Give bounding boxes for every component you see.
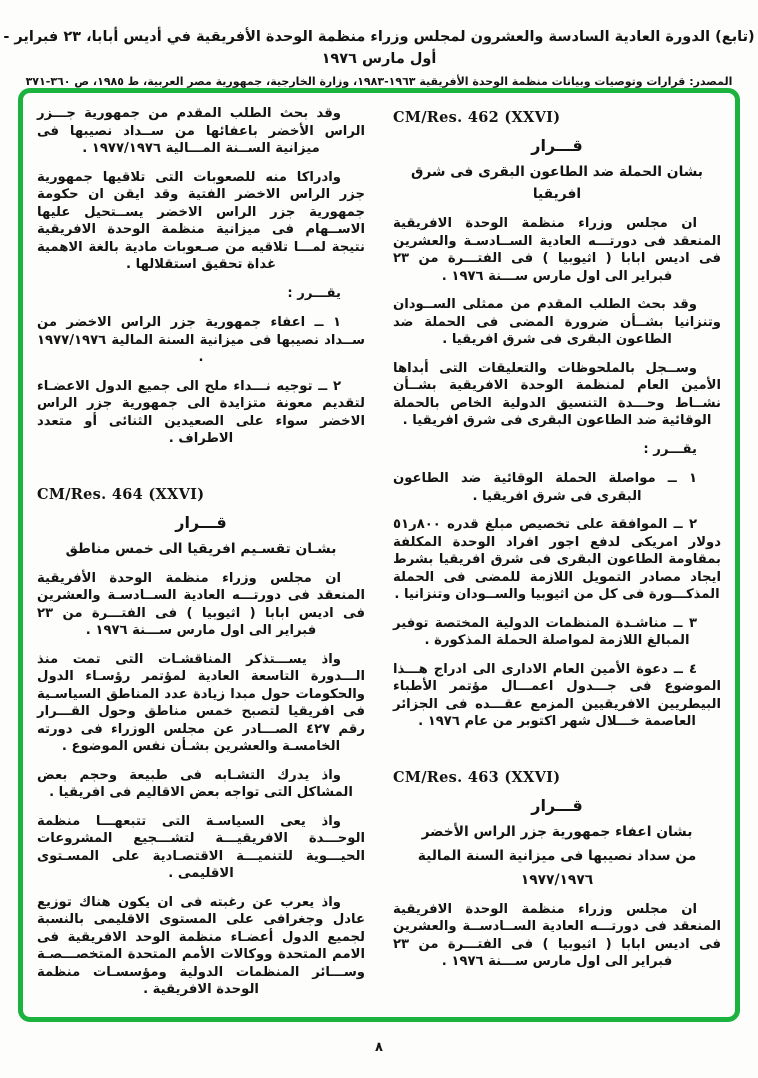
paragraph: واذ يدرك التشـابه فى طبيعة وحجم بعض المشاكل التى تواجه بعض الاقاليم فى افريقيا .	[37, 767, 353, 800]
page-header	[0, 26, 758, 92]
content-frame	[18, 88, 740, 1022]
decides-label: يقـــرر :	[287, 285, 341, 301]
column-left	[37, 105, 365, 1005]
page-number: ٨	[375, 1040, 383, 1055]
paragraph: وادراكا منه للصعوبات التى تلاقيها جمهورية جزر الراس الاخضر الفتية وقد ايقن ان حكومة جمهورية جزر الراس الاخضر يســتحيل عليها الاســهام فى ميزانية منظمة الوحدة الافريقية نتيجة لمـــا تلاقيه من صـعوبات مادية بالغة الاهمية غداة تحقيق استقلالها .	[37, 169, 365, 272]
paragraph: ان مجلس وزراء منظمة الوحدة الافريقية المنعقد فى دورتـــه العادية الســادسـة والعشرين فى اديس ابابا ( اثيوبيا ) فى الفتـــرة من ٢٣ فبراير الى اول مارس ســـنة ١٩٧٦ .	[393, 216, 721, 284]
resolution-title-463: قـــرار	[531, 795, 583, 815]
header-source-line: المصدر: قرارات وتوصيات وبيانات منظمة الوحدة الأفريقية ١٩٦٣-١٩٨٣، وزارة الخارجية، جمهورية مصر العربية، ط ١٩٨٥، ص ٣٦٠-٣٧١	[25, 75, 733, 88]
decision-item-1: ١ ــ مواصلة الحملة الوقائية ضد الطاعون البقرى فى شرق افريقيا .	[393, 471, 697, 504]
paragraph: وقد بحث الطلب المقدم من جمهورية جـــزر الراس الأخضر باعفائها من ســداد نصيبها فى ميزانية الســنة المـــالية ١٩٧٧/١٩٧٦ .	[37, 106, 365, 156]
paragraph: واذ يعى السياسـة التى تتبعهـــا منظمة الوحـــدة الافريقيـــة لتشـــجيع المشروعات الحيـــوية للتنميـــة الاقتصـادية على المسـتوى الاقليمى .	[37, 813, 365, 881]
subject-line: بشان اعفاء جمهورية جزر الراس الأخضر	[421, 823, 693, 840]
two-column-layout	[37, 105, 721, 1005]
decision-item-4: ٤ ــ دعوة الأمين العام الادارى الى ادراج هـــذا الموضوع فى جـــدول اعمـــال مؤتمر الأطباء البيطريين الافريقيين المزمع عقـــده فى الجزائر العاصمة خـــلال شهر اكتوبر من عام ١٩٧٦ .	[393, 661, 721, 729]
resolution-code-464: CM/Res. 464 (XXVI)	[37, 485, 205, 503]
header-session-line: (تابع) الدورة العادية السادسة والعشرون لمجلس وزراء منظمة الوحدة الأفريقية في أديس أبابا، ٢٣ فبراير - أول مارس ١٩٧٦	[3, 29, 755, 67]
resolution-code-463: CM/Res. 463 (XXVI)	[393, 768, 561, 786]
paragraph: وســجل بالملحوظات والتعليقات التى أبداها الأمين العام لمنظمة الوحدة الافريقية بشــأن نشــاط وحـــدة التنسيق الدولية الخاص بالحملة الوقائية ضد الطاعون البقرى فى شرق افريقيا .	[393, 360, 721, 428]
paragraph: وقد بحث الطلب المقدم من ممثلى الســودان وتنزانيا بشــأن ضرورة المضى فى الحملة ضد الطاعون البقرى فى شرق افريقيا .	[393, 297, 721, 347]
column-right	[393, 105, 721, 1005]
resolution-code-462: CM/Res. 462 (XXVI)	[393, 109, 561, 126]
decides-label: يقـــرر :	[643, 441, 697, 457]
subject-line: ١٩٧٧/١٩٧٦	[520, 871, 594, 888]
decision-item-2: ٢ ــ توجيه نـــداء ملح الى جميع الدول الاعضـاء لتقديم معونة متزايدة الى جمهورية جزر الراس الاخضر سواء على الصعيدين الثنائى أو متعدد الاطراف .	[37, 378, 365, 446]
resolution-subject-464: بشـان تقسـيم افريقيا الى خمس مناطق	[65, 540, 337, 557]
decision-item-2: ٢ ــ الموافقة على تخصيص مبلغ قدره ٨٠٠ر٥١ دولار امريكى لدفع اجور افراد الوحدة المكلفة بمقاومة الطاعون البقرى فى شرق افريقيا بشرط ايجاد مصادر التمويل اللازمة للمضى فى الحملة المذكـــورة فى كل من اثيوبيا والســودان وتنزانيا .	[393, 517, 721, 602]
resolution-title-464: قـــرار	[175, 512, 227, 532]
resolution-subject-463	[393, 821, 721, 891]
paragraph: ان مجلس وزراء منظمة الوحدة الأفريقية المنعقد فى دورتـــه العادية الســادسـة والعشرين فى اديس ابابا ( اثيوبيا ) فى الفتـــرة من ٢٣ فبراير الى اول مارس ســـنة ١٩٧٦ .	[37, 570, 365, 638]
page-footer	[0, 1036, 758, 1055]
resolution-title-462: قـــرار	[531, 136, 583, 155]
decision-item-3: ٣ ــ مناشـدة المنظمات الدولية المختصة توفير المبالغ اللازمة لمواصلة الحملة المذكورة .	[393, 615, 697, 648]
paragraph: واذ يعرب عن رغبته فى ان يكون هناك توزيع عادل وجغرافى على المستوى الاقليمى بالنسبة لجميع الدول أعضـاء منظمة الوحد الافريقية فى الامم المتحدة ووكالات الأمم المتحدة المتخصـــصـة وســـائر المنظمات الدولية ومؤسسـات منظمة الوحدة الافريقية .	[37, 894, 365, 997]
paragraph: واذ يســـتذكر المناقشـات التى تمت منذ الـــدورة التاسعة العادية لمؤتمر رؤسـاء الدول والحكومات حول مبدا زيادة عدد المناطق السياسـية فى افريقيا لتصبح خمس مناطق وحول القـــرار رقم ٤٢٧ الصـــادر عن مجلس الوزراء فى دورته الخامسـة والعشرين بشـأن نفس الموضوع .	[37, 651, 365, 754]
subject-line: من سداد نصيبها فى ميزانية السنة المالية	[417, 847, 697, 864]
decision-item-1: ١ ــ اعفاء جمهورية جزر الراس الاخضر من ســداد نصيبها فى ميزانية السنة المالية ١٩٧٧/١٩٧٦ .	[37, 315, 365, 365]
resolution-subject-462: بشان الحملة ضد الطاعون البقرى فى شرق افريقيا	[411, 164, 703, 202]
paragraph: ان مجلس وزراء منظمة الوحدة الافريقية المنعقد فى دورتـــه العادية الســادســة والعشرين فى اديس ابابا ( اثيوبيا ) فى الفتـــرة من ٢٣ فبراير الى اول مارس ســـنة ١٩٧٦ .	[393, 901, 721, 969]
